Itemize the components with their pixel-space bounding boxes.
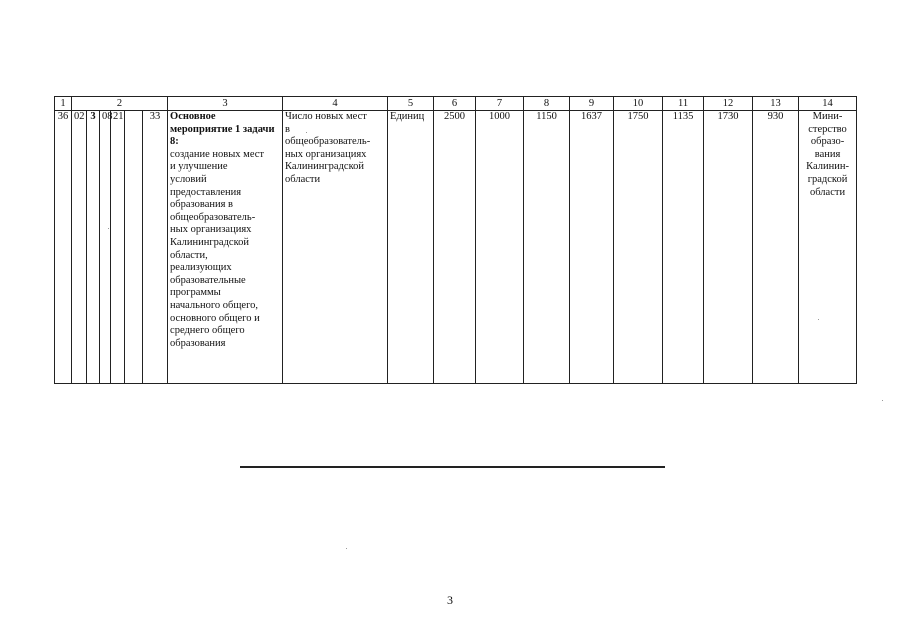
header-cell-4: 4 <box>283 97 388 111</box>
executor-cell: Мини- стерство образо- вания Калинин- градской области <box>799 111 857 384</box>
table-row <box>55 111 857 384</box>
header-cell-2: 2 <box>72 97 168 111</box>
header-cell-10: 10 <box>614 97 663 111</box>
value-cell-13: 930 <box>753 111 799 384</box>
header-cell-6: 6 <box>434 97 476 111</box>
unit-cell: Единиц <box>388 111 434 384</box>
value-cell-10: 1750 <box>614 111 663 384</box>
header-cell-5: 5 <box>388 97 434 111</box>
scan-speck <box>306 132 307 133</box>
code-cell-6 <box>125 111 143 384</box>
value-cell-12: 1730 <box>704 111 753 384</box>
value-cell-7: 1000 <box>476 111 524 384</box>
code-cell-7: 33 <box>143 111 168 384</box>
value-cell-11: 1135 <box>663 111 704 384</box>
scan-speck <box>108 228 109 229</box>
scan-speck <box>346 548 347 549</box>
event-cell <box>168 111 283 384</box>
header-cell-13: 13 <box>753 97 799 111</box>
header-row <box>55 97 857 111</box>
header-cell-1: 1 <box>55 97 72 111</box>
header-cell-7: 7 <box>476 97 524 111</box>
event-text: создание новых мест и улучшение условий предоставления образования в общеобразователь- ных организациях Калининградской области, реализующих образовательные программы начального общего, основного общего и среднего общего образования <box>170 148 264 349</box>
page-number: 3 <box>447 593 453 607</box>
code-cell-1: 36 <box>55 111 72 384</box>
header-cell-12: 12 <box>704 97 753 111</box>
header-cell-3: 3 <box>168 97 283 111</box>
header-cell-14: 14 <box>799 97 857 111</box>
horizontal-rule <box>240 466 665 468</box>
indicator-cell: Число новых мест в общеобразователь- ных организациях Калининградской области <box>283 111 388 384</box>
program-table <box>54 96 857 384</box>
code-cell-4: 08 <box>100 111 111 384</box>
scan-speck <box>882 400 883 401</box>
code-cell-5: 21 <box>111 111 125 384</box>
value-cell-9: 1637 <box>570 111 614 384</box>
event-title: Основное мероприятие 1 задачи 8: <box>170 111 275 148</box>
header-cell-8: 8 <box>524 97 570 111</box>
code-cell-3: 3 <box>87 111 100 384</box>
header-cell-9: 9 <box>570 97 614 111</box>
value-cell-8: 1150 <box>524 111 570 384</box>
scan-speck <box>818 319 819 320</box>
code-cell-2: 02 <box>72 111 87 384</box>
value-cell-6: 2500 <box>434 111 476 384</box>
header-cell-11: 11 <box>663 97 704 111</box>
